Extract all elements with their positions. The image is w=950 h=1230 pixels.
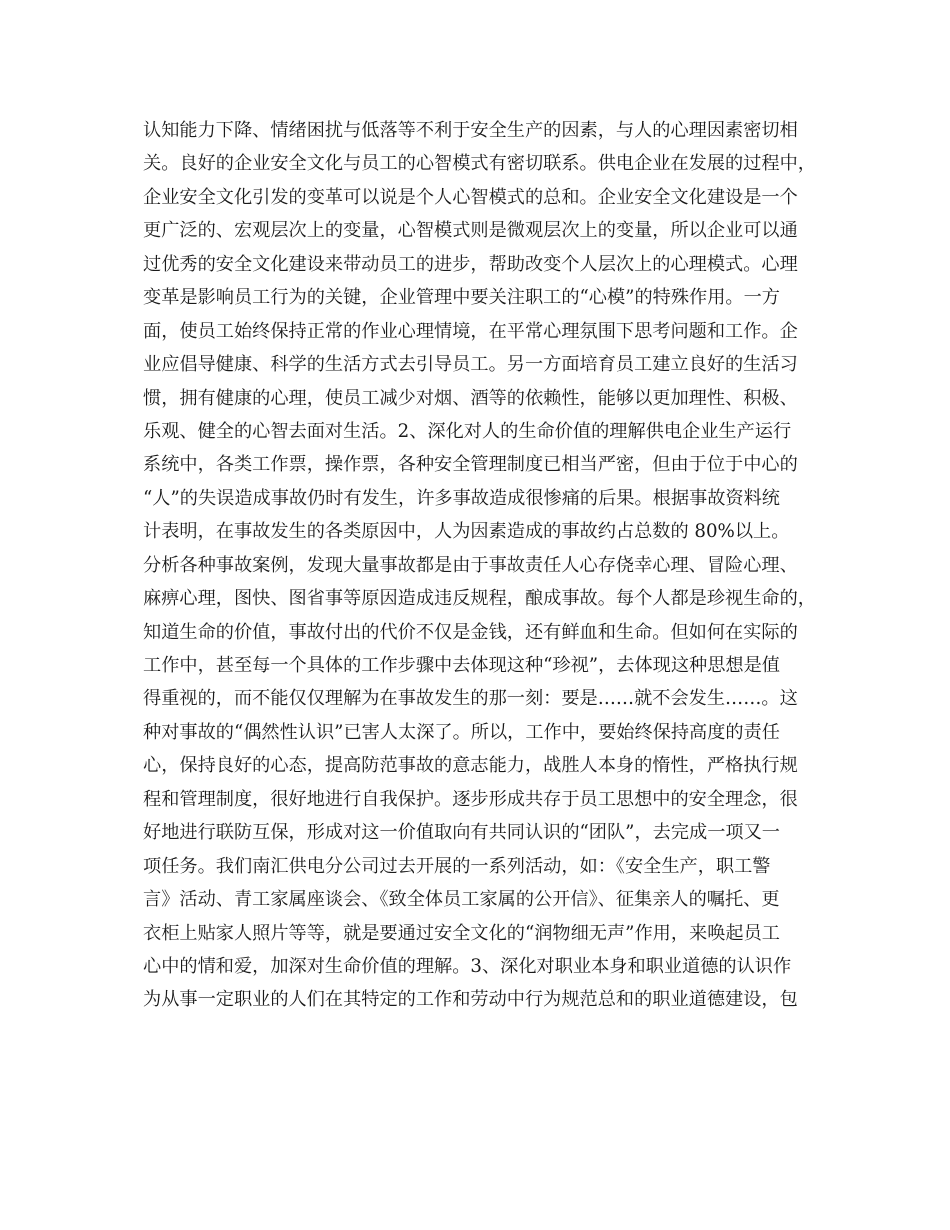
text-line: 企业安全文化引发的变革可以说是个人心智模式的总和。企业安全文化建设是一个 bbox=[143, 186, 798, 208]
body-text bbox=[143, 114, 823, 1017]
text-line: 程和管理制度，很好地进行自我保护。逐步形成共存于员工思想中的安全理念，很 bbox=[143, 788, 798, 810]
text-line: 更广泛的、宏观层次上的变量，心智模式则是微观层次上的变量，所以企业可以通 bbox=[143, 220, 798, 242]
text-line: 知道生命的价值，事故付出的代价不仅是金钱，还有鲜血和生命。但如何在实际的 bbox=[143, 621, 798, 643]
text-line: 面，使员工始终保持正常的作业心理情境，在平常心理氛围下思考问题和工作。企 bbox=[143, 320, 798, 342]
text-line: 计表明，在事故发生的各类原因中，人为因素造成的事故约占总数的 80%以上。 bbox=[143, 521, 790, 543]
text-line: 为从事一定职业的人们在其特定的工作和劳动中行为规范总和的职业道德建设，包 bbox=[143, 989, 798, 1011]
text-line: 麻痹心理，图快、图省事等原因造成违反规程，酿成事故。每个人都是珍视生命的， bbox=[143, 588, 816, 610]
text-line: 好地进行联防互保，形成对这一价值取向有共同认识的“团队”，去完成一项又一 bbox=[143, 822, 780, 844]
text-line: 心，保持良好的心态，提高防范事故的意志能力，战胜人本身的惰性，严格执行规 bbox=[143, 755, 798, 777]
text-line: 得重视的，而不能仅仅理解为在事故发生的那一刻：要是……就不会发生……。这 bbox=[143, 688, 798, 710]
text-line: 工作中，甚至每一个具体的工作步骤中去体现这种“珍视”，去体现这种思想是值 bbox=[143, 655, 780, 676]
text-line: 言》活动、青工家属座谈会、《致全体员工家属的公开信》、征集亲人的嘱托、更 bbox=[143, 889, 780, 911]
text-line: 认知能力下降、情绪困扰与低落等不利于安全生产的因素，与人的心理因素密切相 bbox=[143, 120, 798, 141]
text-line: 乐观、健全的心智去面对生活。2、深化对人的生命价值的理解供电企业生产运行 bbox=[143, 420, 792, 442]
text-line: 业应倡导健康、科学的生活方式去引导员工。另一方面培育员工建立良好的生活习 bbox=[143, 354, 798, 376]
text-line: 心中的情和爱，加深对生命价值的理解。3、深化对职业本身和职业道德的认识作 bbox=[143, 955, 792, 977]
text-line: 惯，拥有健康的心理，使员工减少对烟、酒等的依赖性，能够以更加理性、积极、 bbox=[143, 387, 798, 409]
text-line: 过优秀的安全文化建设来带动员工的进步，帮助改变个人层次上的心理模式。心理 bbox=[143, 253, 798, 275]
text-line: 变革是影响员工行为的关键，企业管理中要关注职工的“心模”的特殊作用。一方 bbox=[143, 287, 780, 309]
text-line: “人”的失误造成事故仍时有发生，许多事故造成很惨痛的后果。根据事故资料统 bbox=[143, 487, 780, 509]
text-line: 种对事故的“偶然性认识”已害人太深了。所以，工作中，要始终保持高度的责任 bbox=[143, 721, 780, 743]
text-line: 分析各种事故案例，发现大量事故都是由于事故责任人心存侥幸心理、冒险心理、 bbox=[143, 554, 798, 576]
text-line: 衣柜上贴家人照片等等，就是要通过安全文化的“润物细无声”作用，来唤起员工 bbox=[143, 922, 780, 944]
text-line: 关。良好的企业安全文化与员工的心智模式有密切联系。供电企业在发展的过程中， bbox=[143, 153, 816, 175]
text-line: 系统中，各类工作票，操作票，各种安全管理制度已相当严密，但由于位于中心的 bbox=[143, 454, 798, 476]
text-line: 项任务。我们南汇供电分公司过去开展的一系列活动，如：《安全生产，职工警 bbox=[143, 855, 771, 877]
